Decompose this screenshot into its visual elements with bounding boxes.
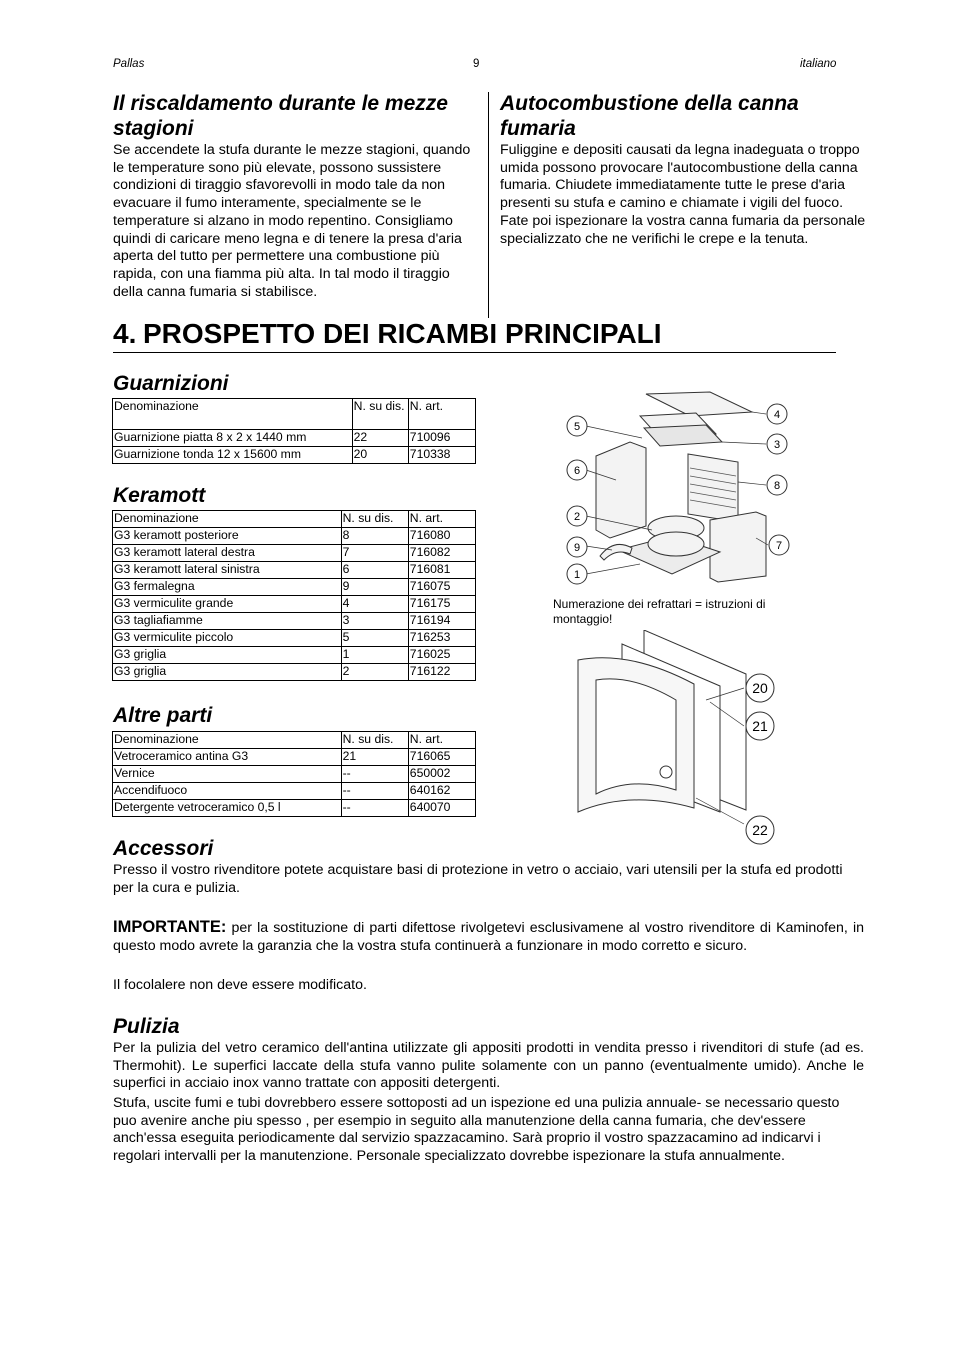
table-row xyxy=(113,664,476,681)
table-row xyxy=(113,579,476,596)
cell: 716082 xyxy=(408,545,475,562)
importante-note: Il focolalere non deve essere modificato. xyxy=(113,977,367,993)
cell: 21 xyxy=(341,749,408,766)
cell: 5 xyxy=(341,630,408,647)
table-row xyxy=(113,596,476,613)
header-right: italiano xyxy=(800,58,837,70)
table-row xyxy=(113,800,476,817)
header-cell: N. su dis. xyxy=(352,399,408,430)
cell: 7 xyxy=(341,545,408,562)
cell: 640162 xyxy=(408,783,475,800)
cell: 710096 xyxy=(408,430,475,447)
selfcomb-body: Fuliggine e depositi causati da legna inadeguata o troppo umida possono provocare l'autocombustione della canna fumaria. Chiudete immediatamente tutte le prese d'aria presenti su stufa e camino e chiamate i vigili del fuoco. Fate poi ispezionare la vostra canna fumaria da personale specializzato che ne verifichi le crepe e la tenuta. xyxy=(500,142,866,247)
cell: -- xyxy=(341,800,408,817)
table-row xyxy=(113,749,476,766)
keramott-title: Keramott xyxy=(113,484,206,507)
pulizia-body-1: Per la pulizia del vetro ceramico dell'antina utilizzate gli appositi prodotti in vendita presso i rivenditori di stufe (ad es. Thermohit). Le superfici laccate della stufa vanno pulite solamente con un panno (eventualmente umido). Anche le superfici in acciaio inox vanno trattate con appositi detergenti. xyxy=(113,1040,864,1092)
table-row xyxy=(113,647,476,664)
header-cell: N. art. xyxy=(408,511,475,528)
header-cell: Denominazione xyxy=(113,732,342,749)
table-row xyxy=(113,613,476,630)
altre-title: Altre parti xyxy=(113,704,213,727)
chapter-number: 4. xyxy=(113,318,137,349)
importante-body: per la sostituzione di parti difettose rivolgetevi esclusivamene al vostro rivenditore di Kaminofen, in questo modo avrete la garanzia che la vostra stufa continuerà a funzionare in modo corretto e sicuro. xyxy=(113,920,864,954)
cell: 716081 xyxy=(408,562,475,579)
cell: 2 xyxy=(341,664,408,681)
selfcomb-title: Autocombustione della canna fumaria xyxy=(500,92,799,140)
refractory-exploded-diagram xyxy=(560,388,800,588)
diagram-label: 7 xyxy=(775,540,783,552)
diagram-caption: Numerazione dei refrattari = istruzioni di montaggio! xyxy=(553,597,766,626)
cell: 716025 xyxy=(408,647,475,664)
diagram-label: 1 xyxy=(573,569,581,581)
cell: Vernice xyxy=(113,766,342,783)
cell: 716075 xyxy=(408,579,475,596)
header-left: Pallas xyxy=(113,58,145,70)
door-handle-shape xyxy=(660,766,672,778)
table-row xyxy=(113,430,476,447)
cell: Accendifuoco xyxy=(113,783,342,800)
guarnizioni-title: Guarnizioni xyxy=(113,372,229,395)
cell: 6 xyxy=(341,562,408,579)
door-exploded-diagram xyxy=(570,630,790,848)
cell: Vetroceramico antina G3 xyxy=(113,749,342,766)
header-cell: Denominazione xyxy=(113,399,353,430)
cell: G3 griglia xyxy=(113,664,342,681)
table-row xyxy=(113,783,476,800)
table-header-row xyxy=(113,511,476,528)
cell: 710338 xyxy=(408,447,475,464)
diagram-label: 21 xyxy=(752,718,768,734)
keramott-table xyxy=(112,510,476,681)
cell: G3 keramott lateral sinistra xyxy=(113,562,342,579)
part-7-shape xyxy=(710,512,766,582)
header-cell: N. art. xyxy=(408,732,475,749)
table-header-row xyxy=(113,732,476,749)
cell: G3 fermalegna xyxy=(113,579,342,596)
cell: -- xyxy=(341,783,408,800)
diagram-label: 3 xyxy=(773,439,781,451)
cell: Detergente vetroceramico 0,5 l xyxy=(113,800,342,817)
page-number: 9 xyxy=(473,58,480,70)
table-row xyxy=(113,447,476,464)
header-cell: Denominazione xyxy=(113,511,342,528)
cell: 8 xyxy=(341,528,408,545)
cell: 20 xyxy=(352,447,408,464)
cell: Guarnizione tonda 12 x 15600 mm xyxy=(113,447,353,464)
heating-title: Il riscaldamento durante le mezze stagioni xyxy=(113,92,448,140)
cell: 716080 xyxy=(408,528,475,545)
cell: 9 xyxy=(341,579,408,596)
diagram-label: 5 xyxy=(573,421,581,433)
diagram-label: 6 xyxy=(573,465,581,477)
chapter-title: PROSPETTO DEI RICAMBI PRINCIPALI xyxy=(143,318,662,349)
cell: 4 xyxy=(341,596,408,613)
pulizia-title: Pulizia xyxy=(113,1015,180,1038)
importante-paragraph xyxy=(113,919,864,955)
part-4-shape xyxy=(646,392,752,416)
pulizia-body-2: Stufa, uscite fumi e tubi dovrebbero essere sottoposti ad un ispezione ed una pulizia annuale- se necessario questo puo avenire anche piu spesso , per esempio in seguito alla manutenzione della canna fumaria, che dev'essere anch'essa eseguita periodicamente dal servizio spazzacamino. Sarà proprio il vostro spazzacamino ad indicarvi i regolari intervalli per la manutenzione. Personale specializzato dovrebbe ispezionare la stufa annualmente. xyxy=(113,1095,840,1165)
altre-table xyxy=(112,731,476,817)
accessori-body: Presso il vostro rivenditore potete acquistare basi di protezione in vetro o acciaio, vari utensili per la stufa ed prodotti per la cura e pulizia. xyxy=(113,862,843,896)
header-cell: N. su dis. xyxy=(341,732,408,749)
column-divider xyxy=(488,92,489,318)
cell: G3 vermiculite grande xyxy=(113,596,342,613)
diagram-label: 4 xyxy=(773,409,781,421)
diagram-label: 20 xyxy=(752,680,768,696)
table-row xyxy=(113,562,476,579)
cell: 640070 xyxy=(408,800,475,817)
cell: 716065 xyxy=(408,749,475,766)
cell: 3 xyxy=(341,613,408,630)
cell: 716194 xyxy=(408,613,475,630)
importante-label: IMPORTANTE: xyxy=(113,918,227,936)
accessori-title: Accessori xyxy=(113,837,214,860)
cell: G3 vermiculite piccolo xyxy=(113,630,342,647)
cell: -- xyxy=(341,766,408,783)
header-cell: N. art. xyxy=(408,399,475,430)
cell: G3 griglia xyxy=(113,647,342,664)
cell: 716253 xyxy=(408,630,475,647)
cell: 1 xyxy=(341,647,408,664)
diagram-label: 2 xyxy=(573,511,581,523)
cell: 22 xyxy=(352,430,408,447)
cell: G3 tagliafiamme xyxy=(113,613,342,630)
heating-body: Se accendete la stufa durante le mezze stagioni, quando le temperature sono più elevate, possono sussistere condizioni di tiraggio sfavorevolli in modo tale da non evacuare il fumo interamente, specialmente se le temperature si alzano in modo repentino. Consigliamo quindi di caricare meno legna e di tenere la presa d'aria aperta del tutto per permettere una combustione più rapida, con una fiamma più alta. In tal modo il tiraggio della canna fumaria si stabilisce. xyxy=(113,142,471,300)
part-1-shape xyxy=(648,532,704,556)
cell: G3 keramott posteriore xyxy=(113,528,342,545)
header-cell: N. su dis. xyxy=(341,511,408,528)
cell: G3 keramott lateral destra xyxy=(113,545,342,562)
guarnizioni-table xyxy=(112,398,476,464)
diagram-label: 9 xyxy=(573,542,581,554)
cell: 650002 xyxy=(408,766,475,783)
table-row xyxy=(113,528,476,545)
diagram-label: 22 xyxy=(752,822,768,838)
table-row xyxy=(113,766,476,783)
table-header-row xyxy=(113,399,476,430)
chapter-heading xyxy=(113,316,836,353)
cell: 716175 xyxy=(408,596,475,613)
cell: 716122 xyxy=(408,664,475,681)
diagram-label: 8 xyxy=(773,480,781,492)
table-row xyxy=(113,630,476,647)
part-9-shape xyxy=(600,544,632,560)
cell: Guarnizione piatta 8 x 2 x 1440 mm xyxy=(113,430,353,447)
table-row xyxy=(113,545,476,562)
